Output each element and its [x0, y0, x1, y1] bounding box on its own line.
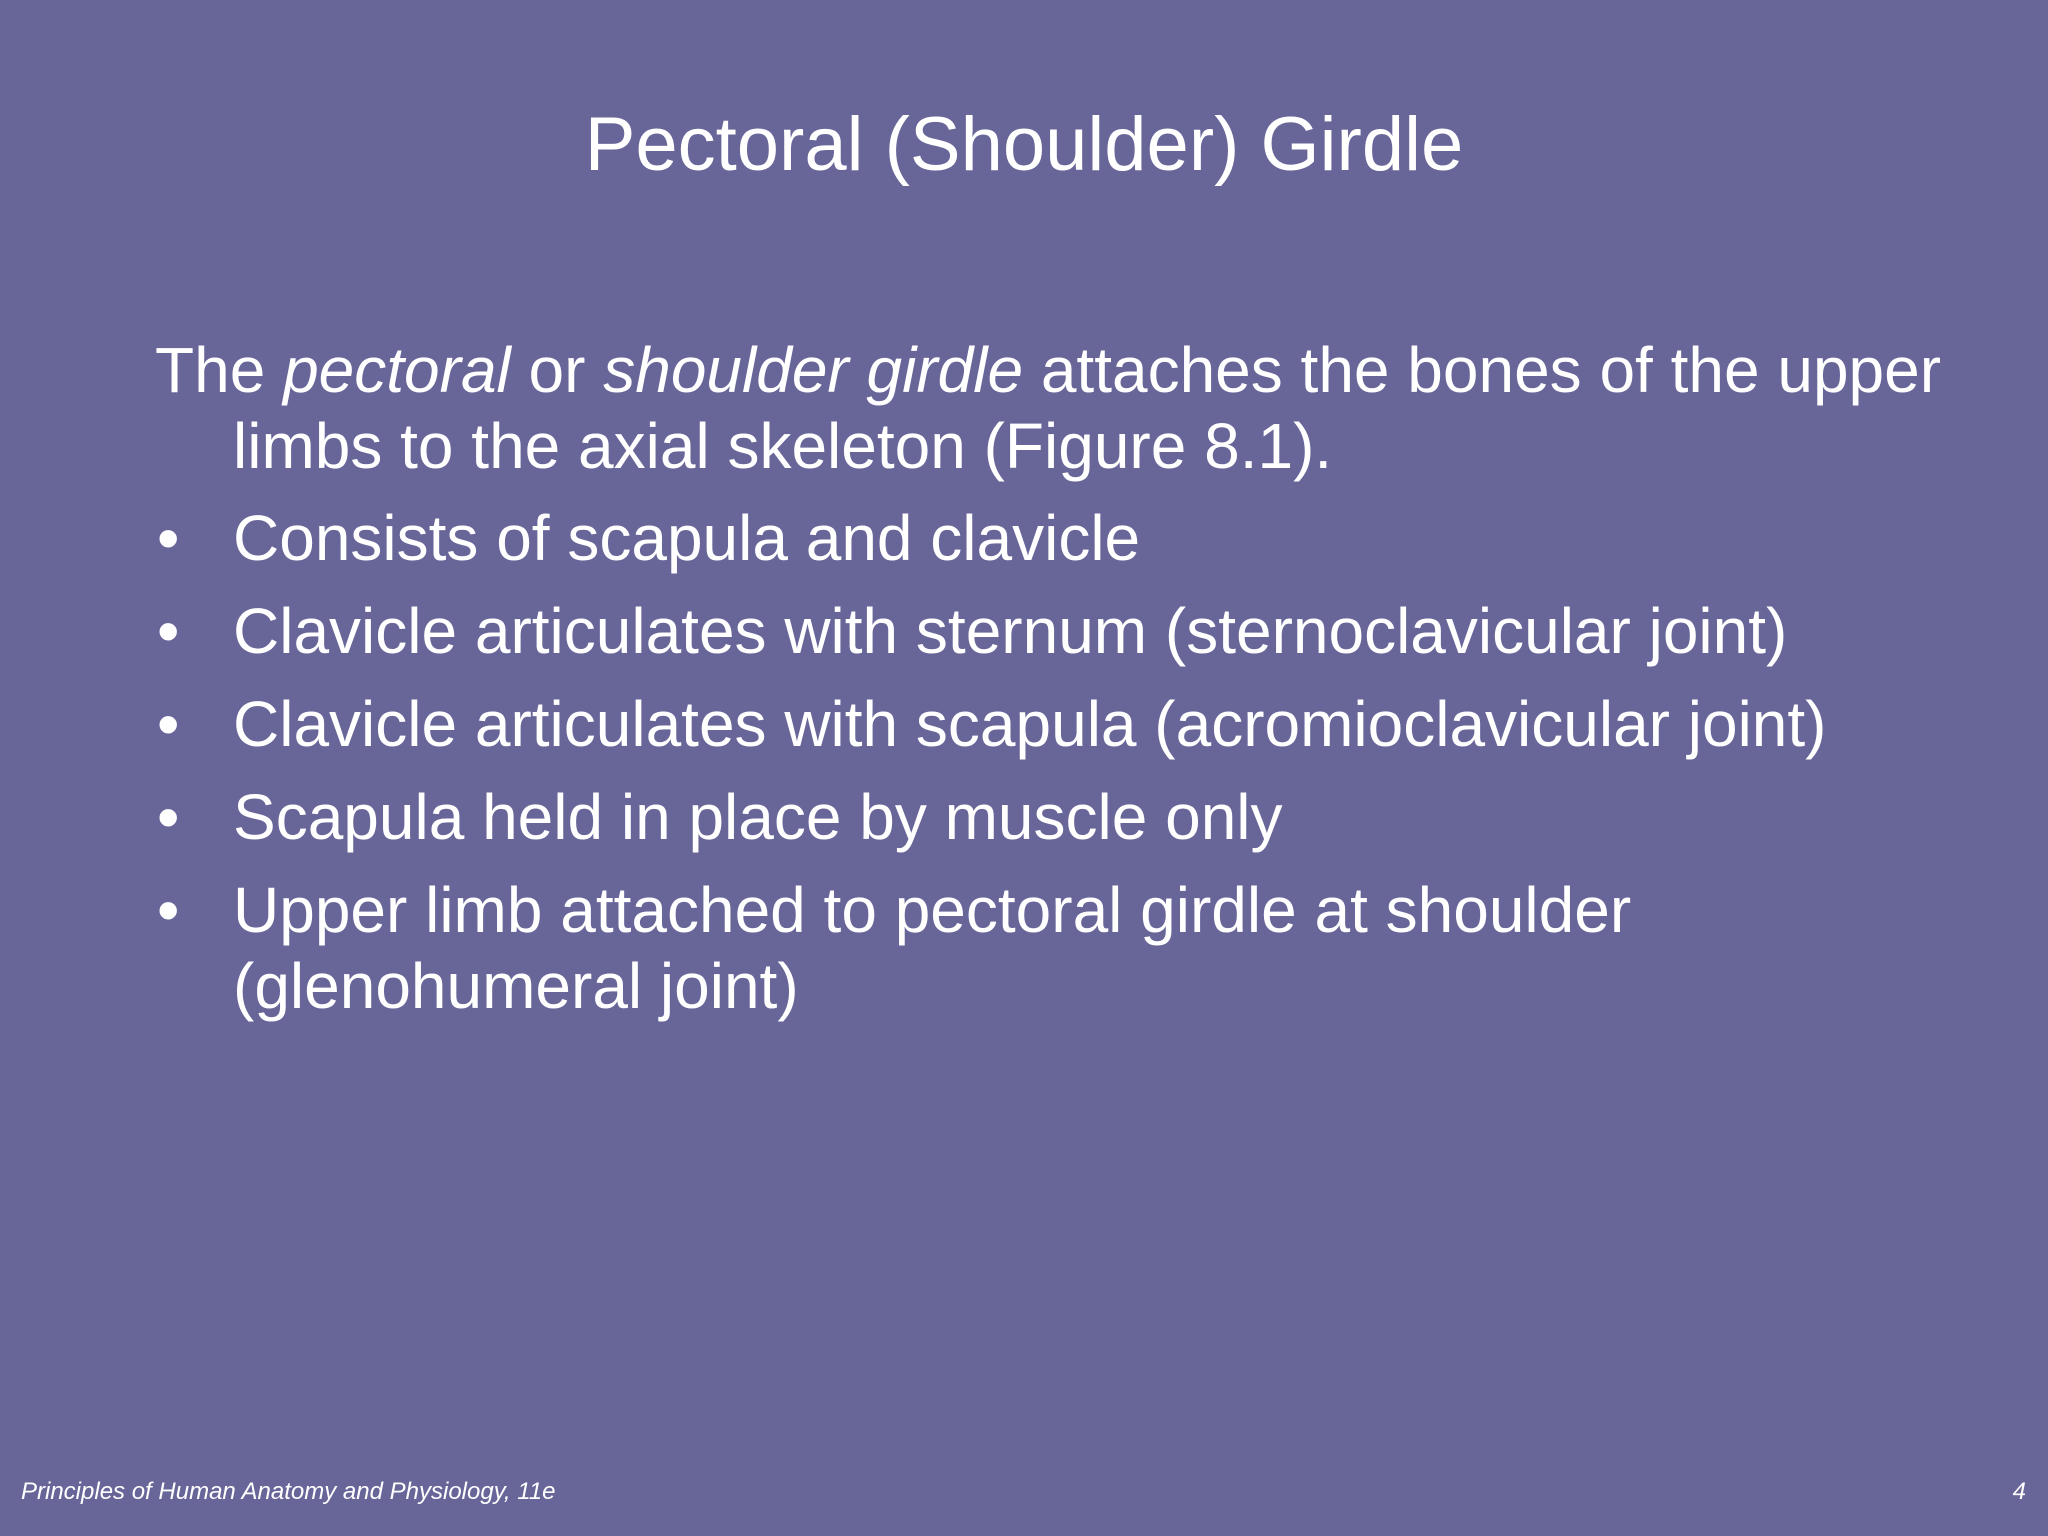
bullet-list	[155, 500, 2015, 1024]
bullet-icon: •	[157, 502, 180, 574]
intro-term-shoulder-girdle: shoulder girdle	[603, 334, 1024, 406]
bullet-item	[155, 872, 1933, 1024]
bullet-icon: •	[157, 874, 180, 946]
intro-text-3: attaches the bones of the upper limbs to the axial skeleton (Figure 8.1).	[233, 334, 1942, 482]
bullet-text: Consists of scapula and clavicle	[233, 502, 1141, 574]
bullet-icon: •	[157, 595, 180, 667]
bullet-item	[155, 593, 2015, 669]
intro-paragraph	[155, 332, 2015, 484]
intro-text-2: or	[510, 334, 604, 406]
bullet-item	[155, 686, 2015, 762]
bullet-text: Clavicle articulates with sternum (sternoclavicular joint)	[233, 595, 1788, 667]
footer-source: Principles of Human Anatomy and Physiology, 11e	[21, 1478, 556, 1505]
intro-term-pectoral: pectoral	[283, 334, 511, 406]
slide-title: Pectoral (Shoulder) Girdle	[584, 102, 1464, 187]
bullet-text: Clavicle articulates with scapula (acromioclavicular joint)	[233, 688, 1827, 760]
bullet-text: Upper limb attached to pectoral girdle at shoulder (glenohumeral joint)	[233, 874, 1632, 1022]
bullet-item	[155, 500, 2015, 576]
slide-body	[155, 332, 2015, 1041]
bullet-icon: •	[157, 781, 180, 853]
bullet-icon: •	[157, 688, 180, 760]
intro-text-1: The	[155, 334, 284, 406]
page-number: 4	[2012, 1478, 2026, 1505]
bullet-text: Scapula held in place by muscle only	[233, 781, 1283, 853]
bullet-item	[155, 779, 2015, 855]
